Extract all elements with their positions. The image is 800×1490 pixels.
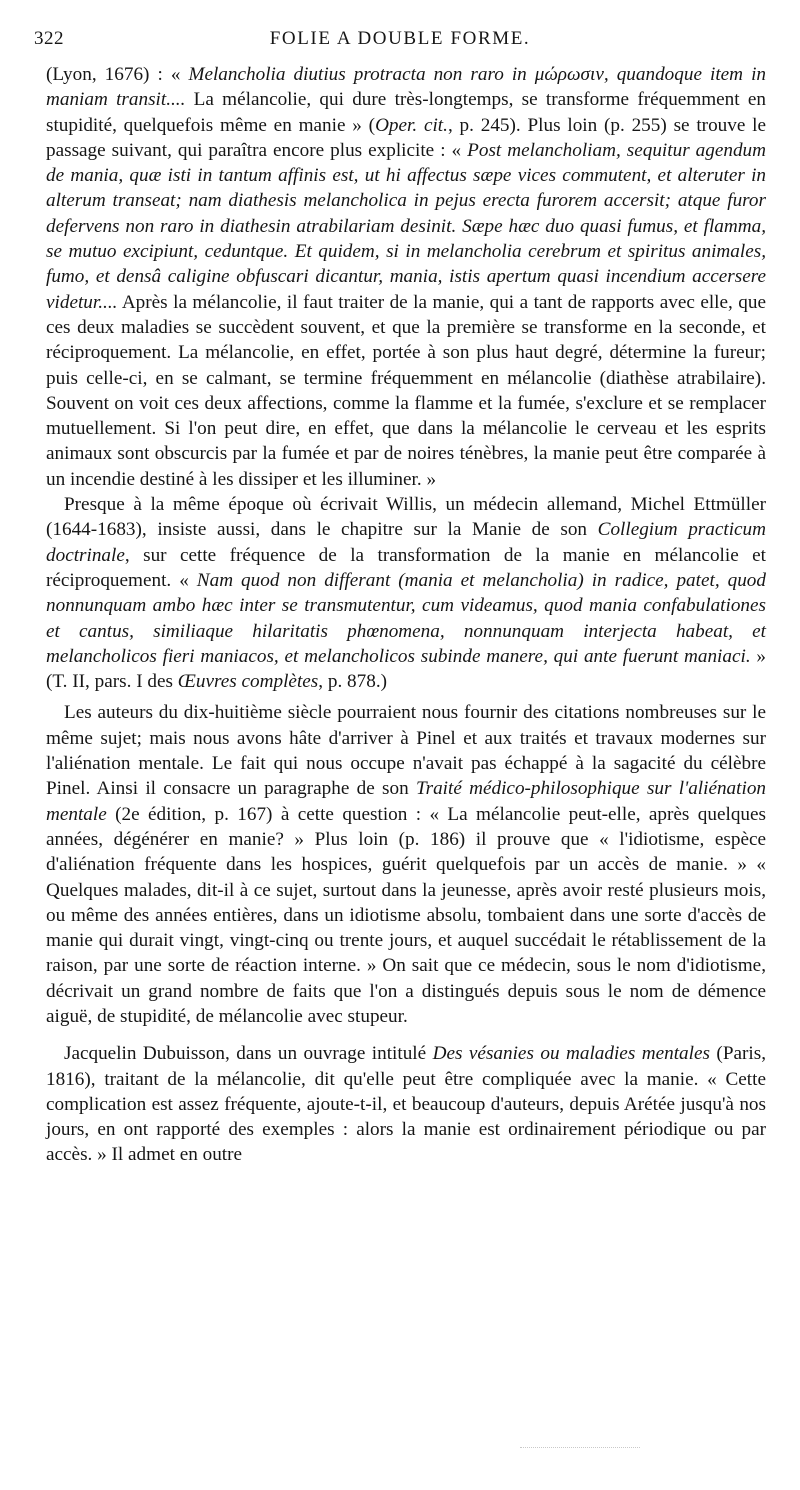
text-run: Après la mélancolie, il faut traiter de la manie, qui a tant de rapports avec elle, que ces deux maladies se succèdent souvent, et que la première se transforme en la seconde, et réciproquement. La mélancolie, en effet, portée à son plus haut degré, détermine la fureur; puis celle-ci, en se calmant, se termine fréquemment en mélancolie (diathèse atrabilaire). Souvent on voit ces deux affections, comme la flamme et la fumée, s'exclure et se remplacer mutuellement. Si l'on peut dire, en effet, que dans la mélancolie le cerveau et les esprits animaux sont obscurcis par la fumée et par de noires ténèbres, la manie peut être comparée à un incendie destiné à les dissiper et les illuminer. » bbox=[46, 291, 766, 490]
text-run: , p. 245). Plus loin (p. 255) se trouve le passage suivant, qui paraîtra encore plus explicite : « bbox=[46, 114, 767, 161]
page-header bbox=[34, 28, 766, 58]
text-run: , p. 878.) bbox=[318, 671, 388, 693]
text-run: Presque à la même époque où écrivait Willis, un médecin allemand, Michel Ettmüller (1644-1683), insiste aussi, dans le chapitre sur la Manie de son bbox=[46, 494, 766, 541]
paragraph-4 bbox=[46, 1041, 766, 1167]
running-title: FOLIE A DOUBLE FORME. bbox=[269, 28, 531, 49]
page-divider bbox=[520, 1447, 640, 1450]
italic-text-run: Oper. cit. bbox=[375, 114, 448, 136]
text-run: (2e édition, p. 167) à cette question : « La mélancolie peut-elle, après quelques années, dégénérer en manie? » Plus loin (p. 186) il prouve que « l'idiotisme, espèce d'aliénation fréquente dans les hospices, guérit quelquefois par un accès de manie. » « Quelques malades, dit-il à ce sujet, surtout dans la jeunesse, après avoir resté plusieurs mois, ou même des années entières, dans un idiotisme absolu, tombaient dans une sorte d'accès de manie qui durait vingt, vingt-cinq ou trente jours, et auquel succédait le rétablissement de la raison, par une sorte de réaction interne. » On sait que ce médecin, sous le nom d'idiotisme, décrivait un grand nombre de faits que l'on a distingués depuis sous le nom de démence aiguë, de stupidité, de mélancolie avec stupeur. bbox=[46, 803, 766, 1027]
text-run: Les auteurs du dix-huitième siècle pourraient nous fournir des citations nombreuses sur le même sujet; mais nous avons hâte d'arriver à Pinel et aux traités et travaux modernes sur l'aliénation mentale. Le fait qui nous occupe n'avait pas échappé à la sagacité du célèbre Pinel. Ainsi il consacre un paragraphe de son bbox=[46, 702, 766, 800]
italic-text-run: Melancholia diutius protracta non raro in μώρωσιν, quandoque item in maniam transit.... bbox=[46, 64, 766, 111]
italic-text-run: Traité médico-philosophique sur l'aliénation mentale bbox=[46, 778, 767, 825]
paragraph-1 bbox=[46, 62, 766, 492]
italic-text-run: Collegium practicum doctrinale bbox=[46, 519, 767, 566]
body-text bbox=[46, 62, 766, 1168]
text-run: La mélancolie, qui dure très-longtemps, se transforme fréquemment en stupidité, quelquefois même en manie » ( bbox=[46, 89, 766, 136]
italic-text-run: Post melancholiam, sequitur agendum de mania, quæ isti in tantum affinis est, ut hi affectus sæpe vices commutent, et alteruter in alterum transeat; nam diathesis melancholica in pejus erecta furorem accersit; atque furor defervens non raro in diathesin atrabilariam desinit. Sæpe hæc duo quasi fumus, et flamma, se mutuo excipiunt, ceduntque. Et quidem, si in melancholia cerebrum et spiritus animales, fumo, et densâ caligine obfuscari dicantur, mania, istis apertum quasi incendium accersere videtur.... bbox=[46, 139, 767, 313]
paragraph-3 bbox=[46, 700, 766, 1029]
text-run: Jacquelin Dubuisson, dans un ouvrage intitulé bbox=[64, 1043, 433, 1065]
text-run: » (T. II, pars. I des bbox=[46, 645, 767, 693]
italic-text-run: Nam quod non differant (mania et melancholia) in radice, patet, quod nonnunquam ambo hæc inter se transmutentur, cum videamus, quod mania confabulationes et cantus, similiaque hilaritatis phœnomena, nonnunquam interjecta habeat, et melancholicos fieri maniacos, et melancholicos subinde manere, qui ante fuerunt maniaci. bbox=[46, 569, 766, 667]
italic-text-run: Œuvres complètes bbox=[177, 671, 319, 693]
text-run: (Lyon, 1676) : « bbox=[46, 64, 189, 85]
text-run: , sur cette fréquence de la transformation de la manie en mélancolie et réciproquement. « bbox=[46, 544, 766, 591]
text-run: (Paris, 1816), traitant de la mélancolie, dit qu'elle peut être compliquée avec la manie. « Cette complication est assez fréquente, ajoute-t-il, et beaucoup d'auteurs, depuis Arétée jusqu'à nos jours, en ont rapporté des exemples : alors la manie est ordinairement périodique ou par accès. » Il admet en outre bbox=[46, 1043, 766, 1166]
italic-text-run: Des vésanies ou maladies mentales bbox=[432, 1043, 710, 1065]
paragraph-2 bbox=[46, 492, 766, 694]
page-number: 322 bbox=[34, 28, 64, 49]
